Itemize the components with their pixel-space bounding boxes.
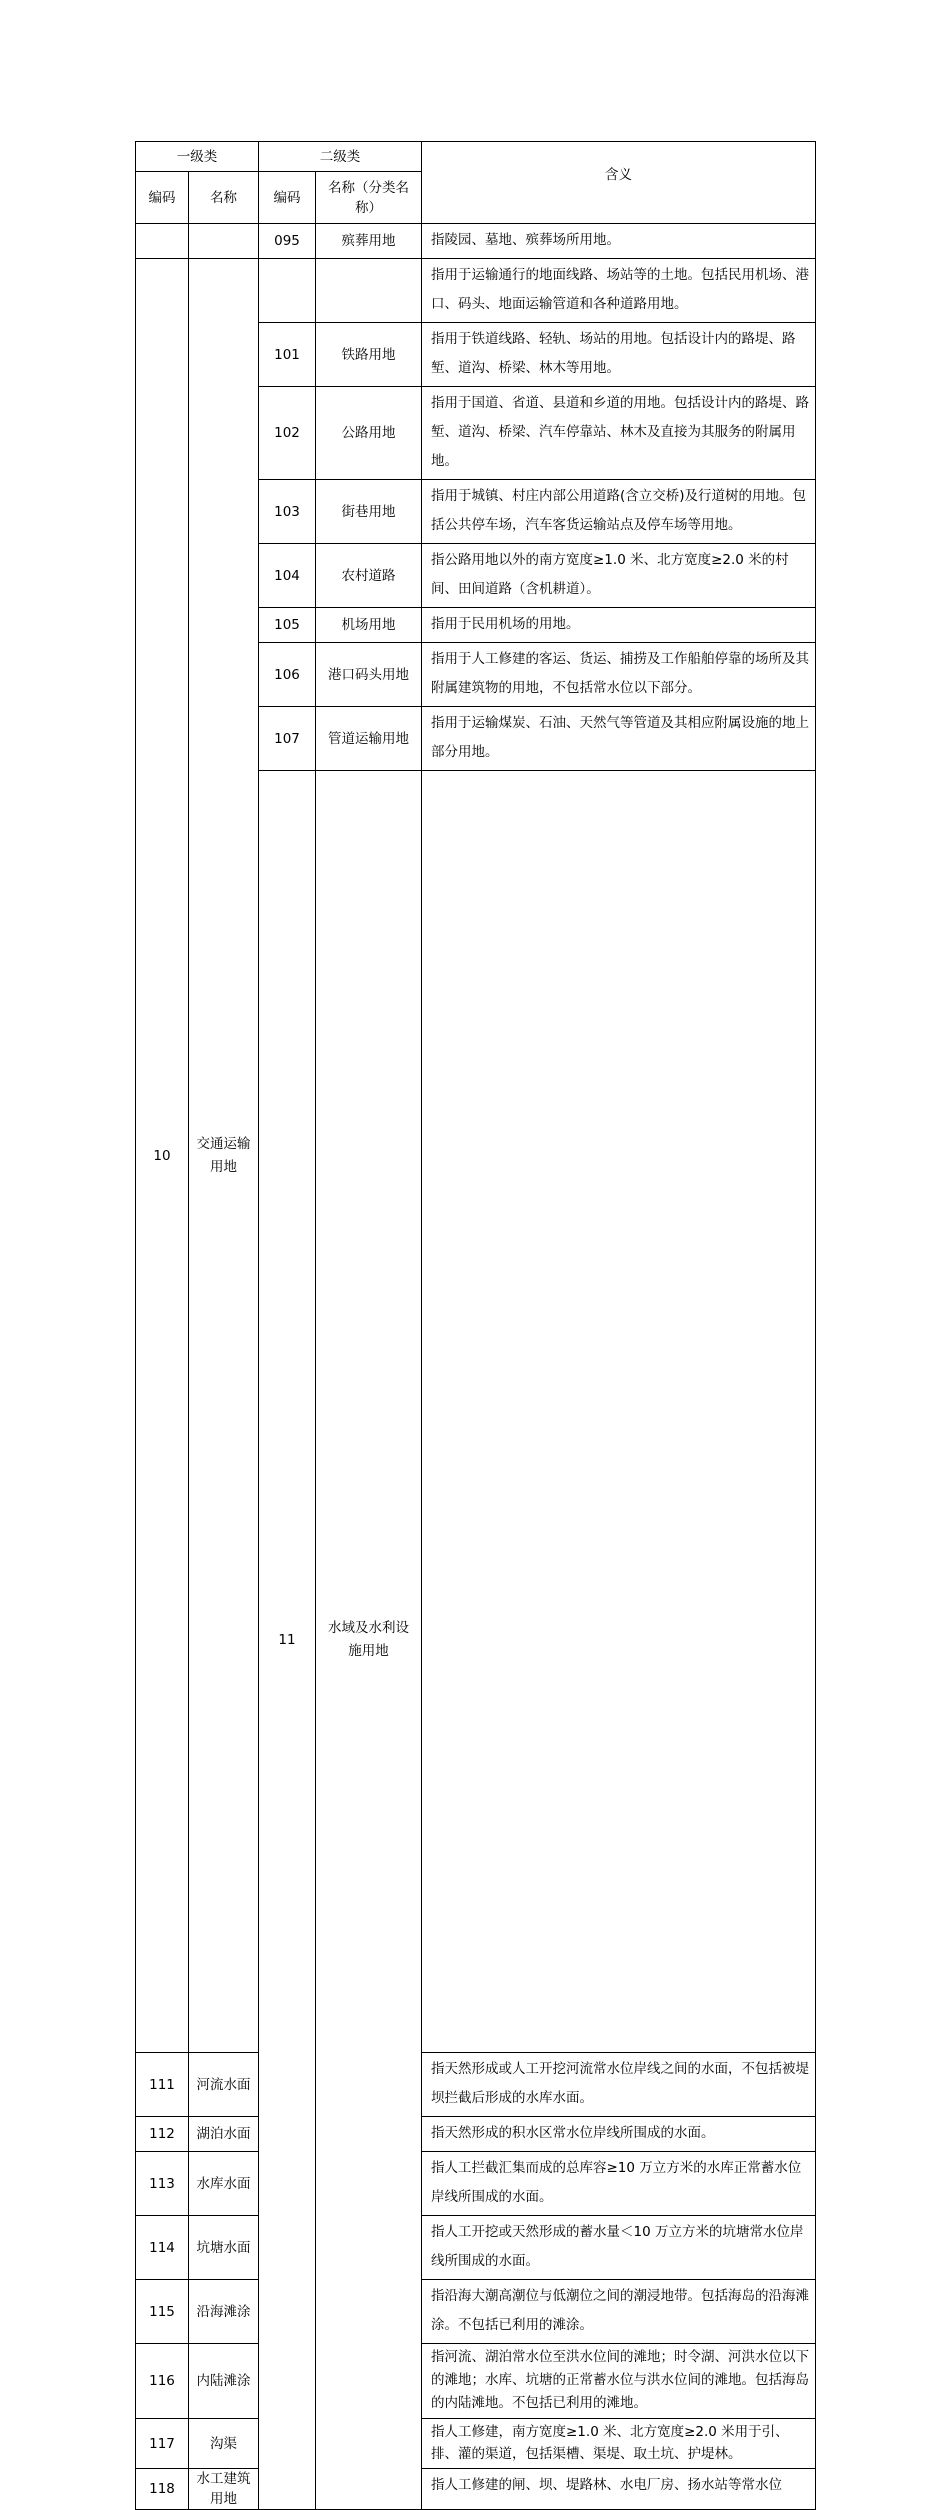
desc-cell: 指人工拦截汇集而成的总库容≥10 万立方米的水库正常蓄水位岸线所围成的水面。: [422, 2152, 816, 2216]
table-row: [136, 2216, 816, 2280]
code2-cell: [259, 259, 316, 323]
desc-cell: 指天然形成或人工开挖河流常水位岸线之间的水面，不包括被堤坝拦截后形成的水库水面。: [422, 2053, 816, 2117]
code2-cell: 118: [136, 2469, 189, 2510]
desc-cell: 指用于运输通行的地面线路、场站等的土地。包括民用机场、港口、码头、地面运输管道和各种道路用地。: [422, 259, 816, 323]
code2-cell: 113: [136, 2152, 189, 2216]
name2-cell: 水工建筑用地: [189, 2469, 259, 2510]
code2-cell: 116: [136, 2344, 189, 2419]
desc-cell: 指人工修建的闸、坝、堤路林、水电厂房、扬水站等常水位: [422, 2469, 816, 2510]
table-row: [136, 2344, 816, 2419]
code2-cell: 104: [259, 544, 316, 608]
code2-cell: 101: [259, 323, 316, 387]
code2-cell: 107: [259, 707, 316, 771]
group-code1: 11: [259, 771, 316, 2510]
name2-cell: 农村道路: [316, 544, 422, 608]
land-classification-table: [135, 141, 816, 2510]
code2-cell: [422, 771, 816, 2053]
desc-cell: 指天然形成的积水区常水位岸线所围成的水面。: [422, 2117, 816, 2152]
desc-cell: 指人工修建，南方宽度≥1.0 米、北方宽度≥2.0 米用于引、排、灌的渠道，包括渠槽、渠堤、取土坑、护堤林。: [422, 2419, 816, 2469]
code1-cell: [136, 224, 189, 259]
header-row-1: [136, 142, 816, 172]
header-code2: 编码: [259, 172, 316, 224]
name2-cell: 港口码头用地: [316, 643, 422, 707]
name2-cell: 沿海滩涂: [189, 2280, 259, 2344]
header-level2: 二级类: [259, 142, 422, 172]
code2-cell: 115: [136, 2280, 189, 2344]
name2-cell: 铁路用地: [316, 323, 422, 387]
code2-cell: 117: [136, 2419, 189, 2469]
name2-cell: 街巷用地: [316, 480, 422, 544]
desc-cell: 指河流、湖泊常水位至洪水位间的滩地；时令湖、河洪水位以下的滩地；水库、坑塘的正常蓄水位与洪水位间的滩地。包括海岛的内陆滩地。不包括已利用的滩地。: [422, 2344, 816, 2419]
code2-cell: 112: [136, 2117, 189, 2152]
table-row: [136, 2152, 816, 2216]
code2-cell: 114: [136, 2216, 189, 2280]
name2-cell: 沟渠: [189, 2419, 259, 2469]
code2-cell: 111: [136, 2053, 189, 2117]
name2-cell: 坑塘水面: [189, 2216, 259, 2280]
code2-cell: 105: [259, 608, 316, 643]
code2-cell: 102: [259, 387, 316, 480]
table-row: [136, 2053, 816, 2117]
table-row: [136, 2280, 816, 2344]
name2-cell: 河流水面: [189, 2053, 259, 2117]
code2-cell: 106: [259, 643, 316, 707]
desc-cell: 指用于人工修建的客运、货运、捕捞及工作船舶停靠的场所及其附属建筑物的用地，不包括常水位以下部分。: [422, 643, 816, 707]
code2-cell: 103: [259, 480, 316, 544]
group-code1: 10: [136, 259, 189, 2053]
name2-cell: [316, 259, 422, 323]
name2-cell: 机场用地: [316, 608, 422, 643]
name2-cell: 管道运输用地: [316, 707, 422, 771]
table-row: [136, 2419, 816, 2469]
desc-cell: 指用于民用机场的用地。: [422, 608, 816, 643]
desc-cell: 指陵园、墓地、殡葬场所用地。: [422, 224, 816, 259]
desc-cell: 指用于铁道线路、轻轨、场站的用地。包括设计内的路堤、路堑、道沟、桥梁、林木等用地。: [422, 323, 816, 387]
header-code1: 编码: [136, 172, 189, 224]
desc-cell: 指用于城镇、村庄内部公用道路(含立交桥)及行道树的用地。包括公共停车场，汽车客货运输站点及停车场等用地。: [422, 480, 816, 544]
desc-cell: 指人工开挖或天然形成的蓄水量＜10 万立方米的坑塘常水位岸线所围成的水面。: [422, 2216, 816, 2280]
name2-cell: 内陆滩涂: [189, 2344, 259, 2419]
header-level1: 一级类: [136, 142, 259, 172]
name2-cell: 殡葬用地: [316, 224, 422, 259]
name2-cell: 水库水面: [189, 2152, 259, 2216]
table-row: [136, 2469, 816, 2510]
desc-cell: 指公路用地以外的南方宽度≥1.0 米、北方宽度≥2.0 米的村间、田间道路（含机耕道）。: [422, 544, 816, 608]
header-name1: 名称: [189, 172, 259, 224]
header-meaning: 含义: [422, 142, 816, 224]
name2-cell: 湖泊水面: [189, 2117, 259, 2152]
table-row: [136, 224, 816, 259]
desc-cell: 指用于运输煤炭、石油、天然气等管道及其相应附属设施的地上部分用地。: [422, 707, 816, 771]
name2-cell: 公路用地: [316, 387, 422, 480]
group-name1: 水域及水利设施用地: [316, 771, 422, 2510]
table-row: [136, 259, 816, 323]
group-name1: 交通运输用地: [189, 259, 259, 2053]
header-name2: 名称（分类名称）: [316, 172, 422, 224]
table-row: [136, 2117, 816, 2152]
desc-cell: 指用于国道、省道、县道和乡道的用地。包括设计内的路堤、路堑、道沟、桥梁、汽车停靠站、林木及直接为其服务的附属用地。: [422, 387, 816, 480]
name1-cell: [189, 224, 259, 259]
code2-cell: 095: [259, 224, 316, 259]
desc-cell: 指沿海大潮高潮位与低潮位之间的潮浸地带。包括海岛的沿海滩涂。不包括已利用的滩涂。: [422, 2280, 816, 2344]
